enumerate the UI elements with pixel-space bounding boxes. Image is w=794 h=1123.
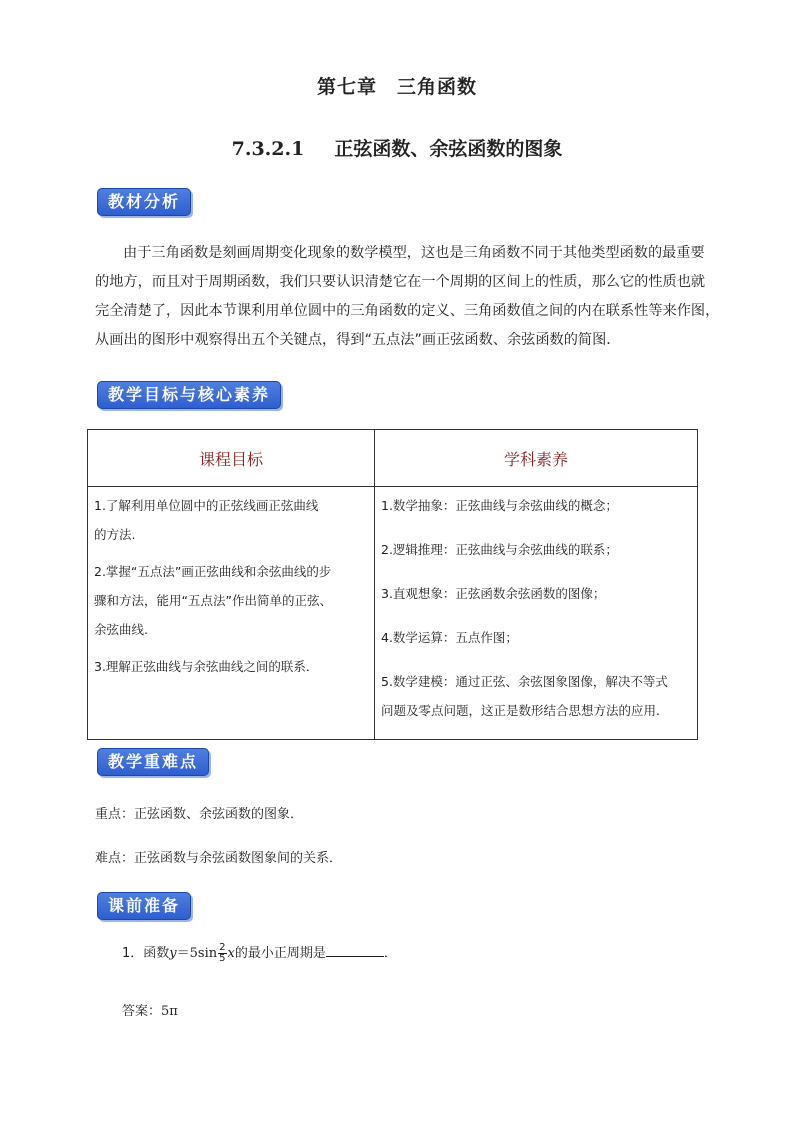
- question-end: ．: [383, 946, 397, 961]
- list-item: [94, 557, 368, 644]
- list-item: [381, 579, 691, 608]
- math-var-x: x: [227, 946, 235, 961]
- item-line: 2.逻辑推理：正弦曲线与余弦曲线的联系；: [381, 542, 618, 557]
- list-item: [94, 652, 368, 681]
- analysis-line: 从画出的图形中观察得出五个关键点，得到“五点法”画正弦函数、余弦函数的简图．: [95, 332, 621, 348]
- item-line: 4.数学运算：五点作图；: [381, 630, 518, 645]
- math-var-y: y: [169, 946, 177, 961]
- section-title: [0, 134, 794, 161]
- answer-label: 答案：: [122, 1004, 162, 1019]
- list-item: [381, 491, 691, 520]
- goals-header-row: [88, 430, 698, 487]
- item-line: 问题及零点问题，这正是数形结合思想方法的应用.: [381, 703, 660, 718]
- badge-key-points: 教学重难点: [97, 748, 209, 776]
- chapter-title: 第七章 三角函数: [316, 76, 477, 98]
- goals-body-row: [88, 487, 698, 740]
- item-line: 余弦曲线.: [94, 622, 148, 637]
- question-suffix: 的最小正周期是: [234, 946, 326, 961]
- list-item: [381, 667, 691, 725]
- analysis-line: 由于三角函数是刻画周期变化现象的数学模型，这也是三角函数不同于其他类型函数的最重要: [123, 245, 705, 261]
- literacy-cell: [375, 487, 698, 740]
- goals-table: [87, 429, 698, 740]
- item-line: 3.理解正弦曲线与余弦曲线之间的联系．: [94, 659, 319, 674]
- question-1: [122, 942, 397, 964]
- item-line: 5.数学建模：通过正弦、余弦图象图像，解决不等式: [381, 674, 668, 689]
- answer-blank: [326, 944, 384, 957]
- math-eq: ＝5sin: [176, 946, 218, 961]
- col-header-course-goals: 课程目标: [88, 430, 375, 487]
- list-item: [381, 623, 691, 652]
- course-goals-cell: [88, 487, 375, 740]
- badge-analysis: 教材分析: [97, 188, 191, 216]
- section-name: 正弦函数、余弦函数的图象: [334, 138, 563, 160]
- item-line: 的方法.: [94, 527, 136, 542]
- answer-line: [122, 1000, 178, 1019]
- question-prefix: 1．函数: [122, 946, 170, 961]
- analysis-paragraph: [95, 239, 720, 355]
- col-header-literacy: 学科素养: [375, 430, 698, 487]
- analysis-line: 的地方，而且对于周期函数，我们只要认识清楚它在一个周期的区间上的性质，那么它的性质也就: [95, 274, 706, 290]
- section-number: 7.3.2.1: [231, 138, 305, 160]
- analysis-line: 完全清楚了，因此本节课利用单位圆中的三角函数的定义、三角函数值之间的内在联系性等来作图，: [95, 303, 720, 319]
- badge-goals: 教学目标与核心素养: [97, 381, 281, 409]
- item-line: 2.掌握“五点法”画正弦曲线和余弦曲线的步: [94, 564, 332, 579]
- answer-value: 5π: [161, 1004, 178, 1019]
- fraction-numerator: 2: [219, 942, 226, 953]
- item-line: 骤和方法，能用“五点法”作出简单的正弦、: [94, 593, 332, 608]
- item-line: 3.直观想象：正弦函数余弦函数的图像；: [381, 586, 606, 601]
- difficult-point-text: 难点：正弦函数与余弦函数图象间的关系．: [95, 851, 343, 866]
- list-item: [94, 491, 368, 549]
- fraction: [218, 943, 226, 964]
- list-item: [381, 535, 691, 564]
- badge-prep: 课前准备: [97, 892, 191, 920]
- fraction-denominator: 5: [219, 953, 226, 964]
- item-line: 1.了解利用单位圆中的正弦线画正弦曲线: [94, 498, 319, 513]
- item-line: 1.数学抽象：正弦曲线与余弦曲线的概念；: [381, 498, 618, 513]
- key-point-text: 重点：正弦函数、余弦函数的图象．: [95, 807, 304, 822]
